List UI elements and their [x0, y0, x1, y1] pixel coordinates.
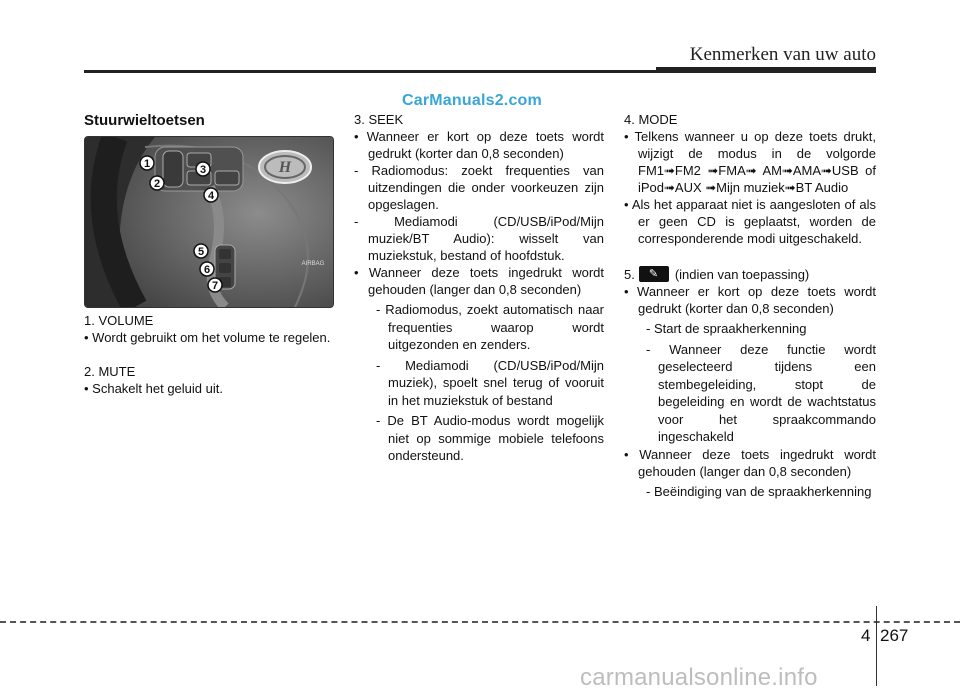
seek-short-press: • Wanneer er kort op deze toets wordt gedrukt (korter dan 0,8 seconden): [354, 129, 604, 161]
voice-recognition-icon: ✎: [639, 266, 669, 282]
mode-not-connected: • Als het apparaat niet is aangesloten of als er geen CD is geplaatst, worden de corresponderende modi uitgeschakeld.: [624, 197, 876, 246]
page-number-separator: [876, 606, 877, 686]
watermark-bottom: carmanualsonline.info: [580, 664, 818, 691]
callout-2: 2: [153, 178, 161, 190]
seek-heading: 3. SEEK: [354, 112, 404, 127]
steering-wheel-illustration: [85, 137, 333, 307]
watermark-top: CarManuals2.com: [402, 92, 542, 109]
volume-bullet: • Wordt gebruikt om het volume te regelen.: [84, 330, 331, 345]
callout-3: 3: [199, 164, 207, 176]
page-number: 267: [880, 626, 909, 645]
callout-5: 5: [197, 246, 205, 258]
seek-bt-note: - De BT Audio-modus wordt mogelijk niet op sommige mobiele telefoons ondersteund.: [376, 413, 604, 463]
voice-long-press: • Wanneer deze toets ingedrukt wordt gehouden (langer dan 0,8 seconden): [624, 446, 876, 479]
voice-during-guidance: - Wanneer deze functie wordt geselecteerd tijdens een stembegeleiding, stopt de begeleiding en wordt de wachtstatus voor het spraakcommando ingeschakeld: [646, 341, 876, 444]
voice-end: - Beëindiging van de spraakherkenning: [646, 483, 872, 499]
seek-long-media: - Mediamodi (CD/USB/iPod/Mijn muziek), spoelt snel terug of vooruit in het muziekstuk of bestand: [376, 357, 604, 408]
header-rule-accent: [656, 67, 876, 73]
svg-text:AIRBAG: AIRBAG: [301, 261, 325, 267]
mute-bullet: • Schakelt het geluid uit.: [84, 381, 223, 396]
column-2: [354, 111, 604, 465]
seek-long-press: • Wanneer deze toets ingedrukt wordt gehouden (langer dan 0,8 seconden): [354, 265, 604, 297]
voice-heading: [624, 266, 876, 283]
steering-wheel-photo: [84, 136, 334, 308]
column-1: [84, 312, 332, 397]
mute-heading: 2. MUTE: [84, 364, 136, 379]
callout-1: 1: [143, 158, 151, 170]
voice-number: 5.: [624, 267, 635, 282]
footer-rule: [0, 621, 960, 623]
mode-heading: 4. MODE: [624, 112, 678, 127]
callout-4: 4: [207, 190, 215, 202]
callout-7: 7: [211, 280, 219, 292]
callout-6: 6: [203, 264, 211, 276]
volume-heading: 1. VOLUME: [84, 313, 154, 328]
column-3: [624, 111, 876, 500]
voice-suffix: (indien van toepassing): [674, 267, 810, 282]
svg-text:H: H: [278, 159, 292, 176]
voice-short-press: • Wanneer er kort op deze toets wordt gedrukt (korter dan 0,8 seconden): [624, 284, 876, 316]
header-title: Kenmerken van uw auto: [689, 44, 876, 65]
seek-media-modes: - Mediamodi (CD/USB/iPod/Mijn muziek/BT Audio): wisselt van muziekstuk, bestand of hoofdstuk.: [354, 214, 604, 263]
seek-radio-mode: - Radiomodus: zoekt frequenties van uitzendingen die onder voorkeuzen zijn opgeslagen.: [354, 163, 604, 212]
chapter-number: 4: [861, 626, 871, 645]
mode-sequence: • Telkens wanneer u op deze toets drukt, wijzigt de modus in de volgorde FM1➟FM2 ➟FMA➟ AM➟AMA➟USB of iPod➟AUX ➟Mijn muziek➟BT Audio: [624, 129, 876, 195]
voice-start: - Start de spraakherkenning: [646, 321, 807, 336]
seek-long-radio: - Radiomodus, zoekt automatisch naar frequenties waarop wordt uitgezonden en zenders.: [376, 302, 604, 352]
section-title: Stuurwieltoetsen: [84, 112, 205, 129]
